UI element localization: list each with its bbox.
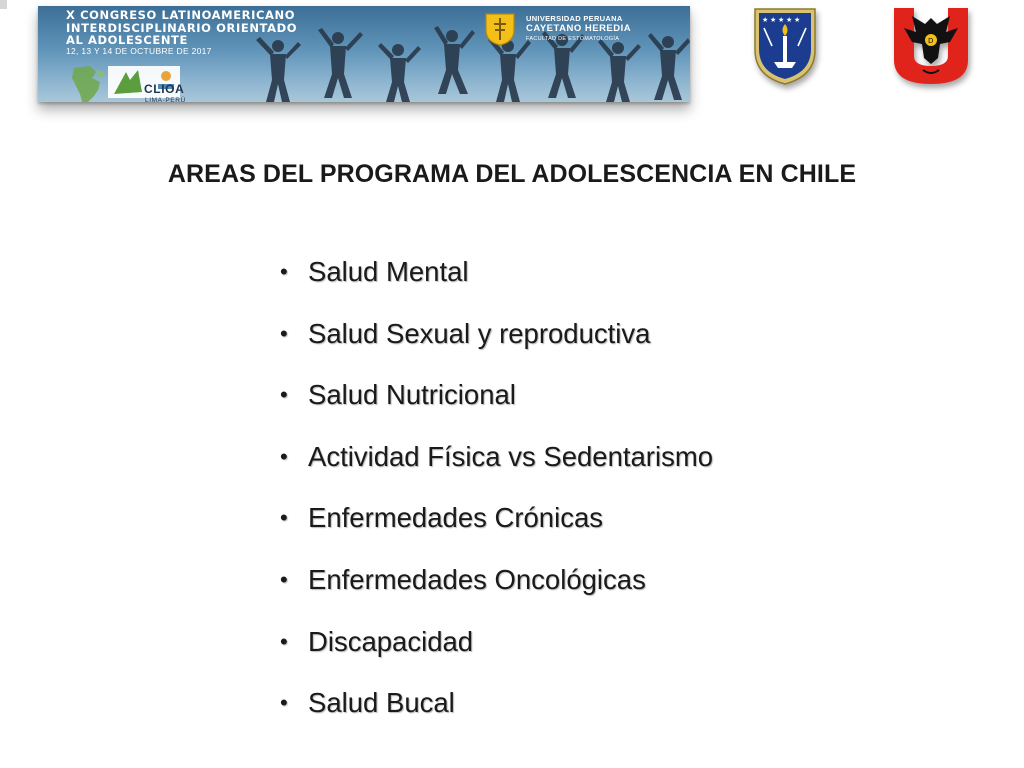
list-item-label: Salud Sexual y reproductiva: [308, 317, 651, 349]
bullet-icon: •: [280, 382, 288, 408]
bullet-icon: •: [280, 443, 288, 469]
upch-name-line: CAYETANO HEREDIA: [526, 23, 632, 34]
bullet-icon: •: [280, 505, 288, 531]
svg-text:★: ★: [770, 16, 777, 24]
bullet-icon: •: [280, 690, 288, 716]
list-item: [280, 498, 713, 560]
upch-name-line: UNIVERSIDAD PERUANA: [526, 14, 623, 23]
conference-banner: [38, 6, 690, 102]
list-item: [280, 560, 713, 622]
upch-shield-icon: [484, 12, 516, 46]
program-areas-list: [280, 252, 713, 745]
red-eagle-crest-icon: [892, 6, 970, 86]
svg-text:★: ★: [762, 16, 769, 24]
banner-dates: 12, 13 Y 14 DE OCTUBRE DE 2017: [66, 46, 212, 56]
bullet-icon: •: [280, 320, 288, 346]
list-item: [280, 375, 713, 437]
list-item-label: Actividad Física vs Sedentarismo: [308, 440, 714, 472]
list-item-label: Salud Bucal: [308, 687, 455, 719]
banner-title-line: AL ADOLESCENTE: [66, 33, 188, 47]
upch-name-line: FACULTAD DE ESTOMATOLOGÍA: [526, 36, 620, 42]
svg-text:D: D: [928, 37, 934, 45]
corner-mark: [0, 0, 7, 9]
clioa-name: CLIOA: [144, 82, 185, 96]
list-item-label: Discapacidad: [308, 625, 474, 657]
list-item: [280, 622, 713, 684]
list-item: [280, 437, 713, 499]
upch-name: [526, 14, 631, 44]
list-item-label: Enfermedades Crónicas: [308, 502, 604, 534]
bullet-icon: •: [280, 259, 288, 284]
list-item: [280, 252, 713, 314]
clioa-location: LIMA-PERÚ: [145, 97, 186, 102]
list-item-label: Salud Mental: [308, 256, 469, 287]
list-item-label: Salud Nutricional: [308, 379, 516, 411]
list-item-label: Enfermedades Oncológicas: [308, 563, 646, 595]
svg-text:★: ★: [786, 16, 793, 24]
list-item: [280, 683, 713, 745]
blue-university-crest-icon: [752, 6, 818, 86]
slide-title: AREAS DEL PROGRAMA DEL ADOLESCENCIA EN CHILE: [167, 160, 857, 188]
banner-title-line: X CONGRESO LATINOAMERICANO: [66, 8, 296, 22]
svg-text:★: ★: [778, 16, 785, 24]
list-item: [280, 314, 713, 376]
bullet-icon: •: [280, 566, 288, 592]
banner-title-line: INTERDISCIPLINARIO ORIENTADO: [66, 20, 298, 35]
svg-text:★: ★: [794, 16, 801, 24]
bullet-icon: •: [280, 628, 288, 654]
